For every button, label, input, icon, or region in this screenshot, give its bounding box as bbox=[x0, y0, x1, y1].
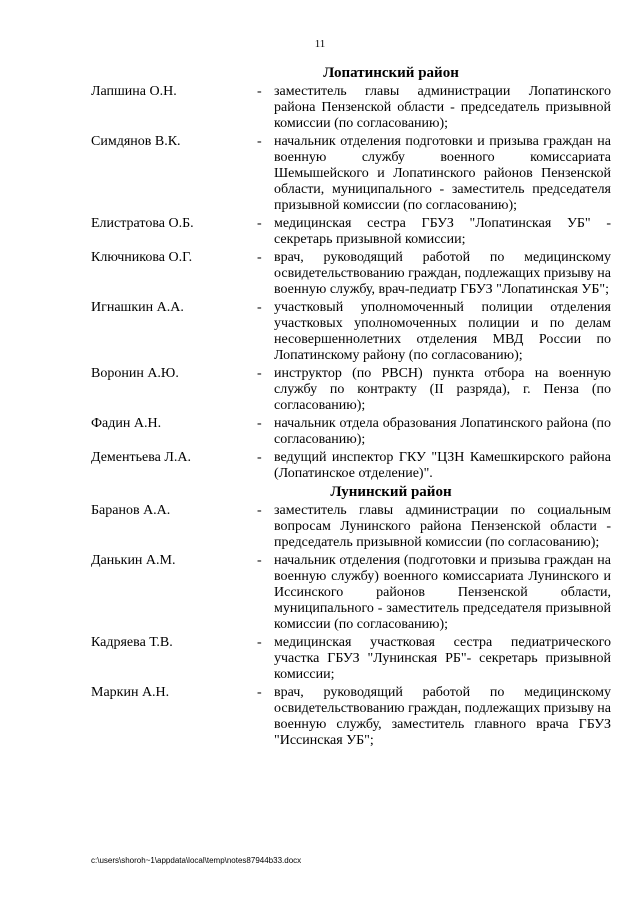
member-role: ведущий инспектор ГКУ "ЦЗН Камешкирского района (Лопатинское отделение)". bbox=[274, 450, 611, 481]
member-name: Дементьева Л.А. bbox=[91, 450, 191, 465]
member-role: заместитель главы администрации Лопатинского района Пензенской области - председатель призывной комиссии (по согласованию); bbox=[274, 84, 611, 131]
member-role: начальник отделения подготовки и призыва граждан на военную службу военного комиссариата Шемышейского и Лопатинского районов Пензенской области, муниципального - заместитель председателя призывной комиссии (по согласованию); bbox=[274, 134, 611, 213]
member-role: медицинская сестра ГБУЗ "Лопатинская УБ" - секретарь призывной комиссии; bbox=[274, 216, 611, 247]
dash-separator: - bbox=[257, 635, 262, 650]
member-name: Фадин А.Н. bbox=[91, 416, 162, 431]
footer-file-path: c:\users\shoroh~1\appdata\local\temp\notes87944b33.docx bbox=[91, 856, 302, 865]
member-name: Елистратова О.Б. bbox=[91, 216, 194, 231]
section-title: Лопатинский район bbox=[323, 65, 459, 81]
member-role: инструктор (по РВСН) пункта отбора на военную службу по контракту (II разряда), г. Пенза (по согласованию); bbox=[274, 366, 611, 413]
list-item bbox=[91, 250, 611, 298]
list-item bbox=[91, 366, 611, 414]
member-role: врач, руководящий работой по медицинскому освидетельствованию граждан, подлежащих призыву на военную службу, заместитель главного врача ГБУЗ "Иссинская УБ"; bbox=[274, 685, 611, 748]
member-role: начальник отделения (подготовки и призыва граждан на военную службу) военного комиссариата Лунинского и Иссинского районов Пензенской области, муниципального - заместитель председателя призывной комиссии (по согласованию); bbox=[274, 553, 611, 632]
member-role: участковый уполномоченный полиции отделения участковых уполномоченных полиции и по делам несовершеннолетних отделения МВД России по Лопатинскому району (по согласованию); bbox=[274, 300, 611, 363]
dash-separator: - bbox=[257, 300, 262, 315]
list-item bbox=[91, 635, 611, 683]
list-item bbox=[91, 300, 611, 364]
list-item bbox=[91, 416, 611, 448]
member-role: начальник отдела образования Лопатинского района (по согласованию); bbox=[274, 416, 611, 447]
list-item bbox=[91, 503, 611, 551]
section-title: Лунинский район bbox=[330, 484, 452, 500]
list-item bbox=[91, 685, 611, 749]
dash-separator: - bbox=[257, 503, 262, 518]
section-lopatinsky bbox=[91, 65, 611, 482]
dash-separator: - bbox=[257, 134, 262, 149]
dash-separator: - bbox=[257, 685, 262, 700]
list-item bbox=[91, 450, 611, 482]
member-role: заместитель главы администрации по социальным вопросам Лунинского района Пензенской области - председатель призывной комиссии (по согласованию); bbox=[274, 503, 611, 550]
list-item bbox=[91, 553, 611, 633]
member-name: Воронин А.Ю. bbox=[91, 366, 179, 381]
document-body bbox=[91, 65, 611, 751]
dash-separator: - bbox=[257, 553, 262, 568]
member-name: Лапшина О.Н. bbox=[91, 84, 177, 99]
page-number: 11 bbox=[314, 38, 326, 50]
member-role: медицинская участковая сестра педиатрического участка ГБУЗ "Лунинская РБ"- секретарь призывной комиссии; bbox=[274, 635, 611, 682]
section-luninsky bbox=[91, 484, 611, 749]
dash-separator: - bbox=[257, 416, 262, 431]
list-item bbox=[91, 84, 611, 132]
member-name: Симдянов В.К. bbox=[91, 134, 181, 149]
list-item bbox=[91, 134, 611, 214]
member-role: врач, руководящий работой по медицинскому освидетельствованию граждан, подлежащих призыву на военную службу, врач-педиатр ГБУЗ "Лопатинская УБ"; bbox=[274, 250, 611, 297]
dash-separator: - bbox=[257, 250, 262, 265]
dash-separator: - bbox=[257, 366, 262, 381]
list-item bbox=[91, 216, 611, 248]
dash-separator: - bbox=[257, 216, 262, 231]
member-name: Игнашкин А.А. bbox=[91, 300, 184, 315]
member-name: Баранов А.А. bbox=[91, 503, 171, 518]
dash-separator: - bbox=[257, 84, 262, 99]
member-name: Кадряева Т.В. bbox=[91, 635, 173, 650]
dash-separator: - bbox=[257, 450, 262, 465]
member-name: Ключникова О.Г. bbox=[91, 250, 193, 265]
member-name: Данькин А.М. bbox=[91, 553, 176, 568]
member-name: Маркин А.Н. bbox=[91, 685, 170, 700]
